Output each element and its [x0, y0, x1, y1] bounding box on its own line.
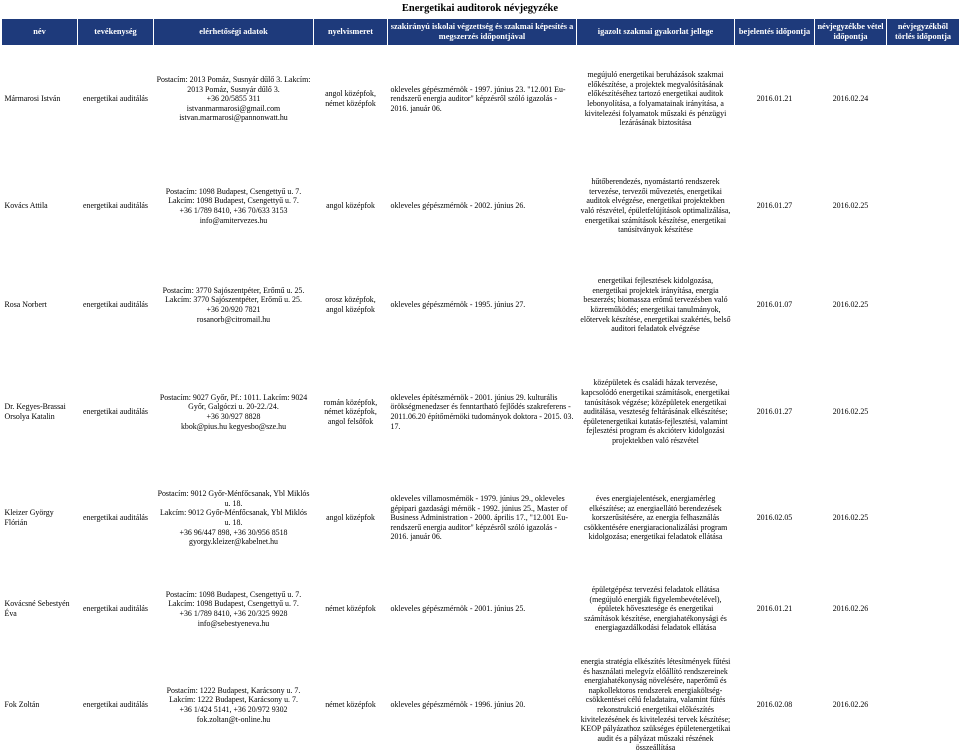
auditor-registered-date: 2016.02.26: [832, 700, 869, 710]
auditor-name: Dr. Kegyes-Brassai Orsolya Katalin: [4, 402, 66, 421]
col-header-contact: elérhetőségi adatok: [154, 19, 314, 46]
auditor-deleted-date: [887, 46, 960, 153]
table-row: [2, 350, 960, 474]
auditor-education: okleveles gépészmérnök - 1996. június 20.: [390, 700, 526, 710]
table-row: [2, 656, 960, 754]
col-header-registered: névjegyzékbe vétel időpontja: [815, 19, 887, 46]
auditor-registered-date: 2016.02.25: [832, 407, 869, 417]
auditor-deleted-date: [887, 656, 960, 754]
auditor-activity: energetikai auditálás: [83, 300, 148, 310]
auditor-activity: energetikai auditálás: [83, 700, 148, 710]
col-header-name: név: [2, 19, 78, 46]
auditor-contact: Postacím: 2013 Pomáz, Susnyár dűlő 3. Lakcím: 2013 Pomáz, Susnyár dűlő 3. +36 20/5855 311 istvanmarmarosi@gmail.com istvan.marmarosi@pannonwatt.hu: [156, 75, 311, 123]
auditor-name: Rosa Norbert: [4, 300, 47, 310]
auditor-reported-date: 2016.01.27: [756, 407, 793, 417]
auditor-register-table: [1, 18, 960, 754]
col-header-activity: tevékenység: [78, 19, 154, 46]
auditor-education: okleveles gépészmérnök - 1995. június 27.: [390, 300, 526, 310]
auditor-contact: Postacím: 1098 Budapest, Csengettyű u. 7. Lakcím: 1098 Budapest, Csengettyű u. 7. +36 1/789 8410, +36 70/633 3153 info@amitervezes.hu: [165, 186, 302, 225]
auditor-deleted-date: [887, 562, 960, 656]
auditor-experience: épületgépész tervezési feladatok ellátása (megújuló energiák figyelembevételével), épületek hővesztesége és energetikai számítások készítése, energiahatékonysági és energiagazdálkodási feladatok ellátása: [584, 585, 727, 633]
auditor-experience: energetikai fejlesztések kidolgozása, energetikai projektek irányítása, energia beszerzés; biomassza erőmű tervezésben való közreműködés; energetikai tanulmányok, előtervek készítése, energetikai szakértés, belső auditori feladatok elvégzése: [580, 276, 731, 334]
col-header-reported: bejelentés időpontja: [735, 19, 815, 46]
table-row: [2, 474, 960, 562]
auditor-name: Kleizer György Flórián: [4, 508, 54, 527]
auditor-deleted-date: [887, 260, 960, 350]
auditor-reported-date: 2016.01.27: [756, 201, 793, 211]
auditor-education: okleveles villamosmérnök - 1979. június 29., okleveles gépipari gazdasági mérnök - 1992. június 25., Master of Business Administration - 2000. április 17., "12.001 Eu-rendszerű energia auditor" képzésről szóló igazolás - 2016. január 06.: [390, 494, 568, 542]
col-header-deleted: névjegyzékből törlés időpontja: [887, 19, 960, 46]
auditor-contact: Postacím: 1098 Budapest, Csengettyű u. 7. Lakcím: 1098 Budapest, Csengettyű u. 7. +36 1/789 8410, +36 20/325 9928 info@sebestyeneva.hu: [165, 589, 302, 628]
auditor-registered-date: 2016.02.25: [832, 513, 869, 523]
auditor-languages: angol középfok: [326, 201, 375, 211]
auditor-registered-date: 2016.02.25: [832, 300, 869, 310]
table-row: [2, 152, 960, 260]
auditor-contact: Postacím: 9012 Győr-Ménfőcsanak, Ybl Miklós u. 18. Lakcím: 9012 Győr-Ménfőcsanak, Ybl Miklós u. 18. +36 96/447 898, +36 30/956 8518 gyorgy.kleizer@kabelnet.hu: [157, 489, 310, 547]
col-header-languages: nyelvismeret: [314, 19, 388, 46]
auditor-deleted-date: [887, 350, 960, 474]
auditor-name: Kovács Attila: [4, 201, 48, 211]
auditor-name: Kovácsné Sebestyén Éva: [4, 599, 70, 618]
auditor-activity: energetikai auditálás: [83, 513, 148, 523]
table-row: [2, 260, 960, 350]
auditor-experience: középületek és családi házak tervezése, kapcsolódó energetikai számítások, energetikai tanúsítások végzése; középületek energetikai auditálása, veszteség feltárásának elkészítése; épületenergetikai kutatás-fejlesztési, valamint fejlesztési program és akcióterv kidolgozási projektekben való részvétel: [581, 378, 730, 445]
auditor-reported-date: 2016.02.08: [756, 700, 793, 710]
auditor-experience: éves energiajelentések, energiamérleg elkészítése; az energiaellátó berendezések korszerűsítésére, az energia felhasználás csökkentésére energiaracionalizálási program kidolgozása; energetikai feladatok ellátása: [583, 494, 728, 542]
auditor-activity: energetikai auditálás: [83, 94, 148, 104]
auditor-reported-date: 2016.02.05: [756, 513, 793, 523]
col-header-education: szakirányú iskolai végzettség és szakmai képesítés a megszerzés időpontjával: [388, 19, 577, 46]
auditor-languages: román középfok, német középfok, angol felsőfok: [323, 397, 378, 426]
auditor-reported-date: 2016.01.21: [756, 94, 793, 104]
auditor-education: okleveles gépészmérnök - 1997. június 23. "12.001 Eu-rendszerű energia auditor" képzésről szóló igazolás - 2016. január 06.: [390, 84, 566, 113]
auditor-contact: Postacím: 3770 Sajószentpéter, Erőmű u. 25. Lakcím: 3770 Sajószentpéter, Erőmű u. 25. +36 20/920 7821 rosanorb@citromail.hu: [162, 285, 305, 324]
auditor-languages: orosz középfok, angol középfok: [325, 295, 376, 314]
table-row: [2, 46, 960, 153]
auditor-experience: hűtőberendezés, nyomástartó rendszerek tervezése, tervezői művezetés, energetikai auditok elvégzése, energetikai projektekben való részvétel, épületfelújítások optimalizálása, energetikai számítások készítése, energetikai tanúsítványok készítése: [580, 177, 731, 235]
auditor-languages: angol középfok, német középfok: [325, 89, 376, 108]
auditor-reported-date: 2016.01.07: [756, 300, 793, 310]
auditor-deleted-date: [887, 152, 960, 260]
auditor-name: Mármarosi István: [4, 94, 61, 104]
auditor-languages: angol középfok: [326, 513, 375, 523]
page-title: Energetikai auditorok névjegyzéke: [401, 3, 559, 14]
auditor-registered-date: 2016.02.25: [832, 201, 869, 211]
col-header-experience: igazolt szakmai gyakorlat jellege: [577, 19, 735, 46]
auditor-education: okleveles építészmérnök - 2001. június 29. kulturális örökségmenedzser és fenntartható fejlődés szakreferens - 2011.06.20 építőmérnöki tudományok doktora - 2015. 03. 17.: [390, 392, 574, 431]
auditor-experience: energia stratégia elkészítés létesítmények fűtési és használati melegvíz előállító rendszereinek energiahatékonyság növelésére, naperőmű és napkollektoros rendszerek energiaköltség-csökkentései célú feladataira, valamint fűtés rekonstrukció energetikai előkészítés kivitelezésének és kivitelezési tervek készítése; KEOP pályázathoz szükséges épületenergetikai audit és a pályázat műszaki részének összeállítása: [580, 657, 731, 753]
auditor-languages: német középfok: [325, 700, 376, 710]
table-row: [2, 562, 960, 656]
auditor-education: okleveles gépészmérnök - 2002. június 26.: [390, 201, 526, 211]
header-row: [2, 19, 960, 46]
auditor-activity: energetikai auditálás: [83, 407, 148, 417]
auditor-registered-date: 2016.02.24: [832, 94, 869, 104]
auditor-education: okleveles gépészmérnök - 2001. június 25.: [390, 604, 526, 614]
auditor-activity: energetikai auditálás: [83, 604, 148, 614]
auditor-registered-date: 2016.02.26: [832, 604, 869, 614]
auditor-activity: energetikai auditálás: [83, 201, 148, 211]
auditor-contact: Postacím: 1222 Budapest, Karácsony u. 7. Lakcím: 1222 Budapest, Karácsony u. 7. +36 1/424 5141, +36 20/972 9302 fok.zoltan@t-online.hu: [166, 685, 301, 724]
auditor-contact: Postacím: 9027 Győr, Pf.: 1011. Lakcím: 9024 Győr, Galgóczi u. 20-22./24. +36 30/927 8828 kbok@pius.hu kegyesbo@sze.hu: [159, 392, 308, 431]
auditor-name: Fok Zoltán: [4, 700, 40, 710]
auditor-deleted-date: [887, 474, 960, 562]
auditor-reported-date: 2016.01.21: [756, 604, 793, 614]
auditor-experience: megújuló energetikai beruházások szakmai előkészítése, a projektek megvalósításának előkészítéséhez tartozó energetikai auditok lebonyolítása, a folyamatainak irányítása, a kivitelezési folyamatok műszaki és pénzügyi lezárásának biztosítása: [584, 70, 727, 128]
auditor-languages: német középfok: [325, 604, 376, 614]
